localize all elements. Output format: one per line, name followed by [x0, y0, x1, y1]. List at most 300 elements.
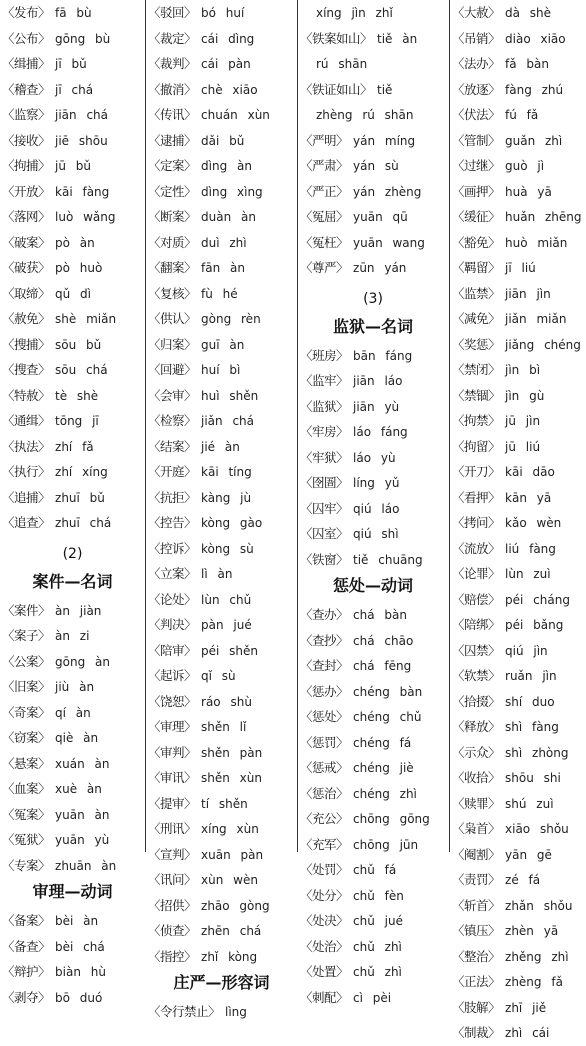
entry-word: 〈窃案〉 [2, 730, 51, 745]
entry-word: 〈定案〉 [148, 158, 197, 173]
section-heading: 审理—动词 [32, 882, 113, 901]
entry-row [2, 934, 143, 960]
entry-pinyin: xíng jìn zhǐ [316, 6, 393, 20]
entry-row [148, 77, 295, 103]
entry-pinyin: fā bù [55, 6, 92, 20]
entry-word: 〈奖惩〉 [452, 336, 501, 352]
entry-pinyin: fú fǎ [505, 108, 539, 122]
entry-row [452, 842, 586, 868]
entry-word: 〈取缔〉 [2, 285, 51, 301]
entry-pinyin: shì fàng [505, 720, 559, 734]
entry-row [2, 255, 143, 281]
entry-pinyin: cái pàn [201, 57, 251, 71]
entry-pinyin: jiǎng chéng [505, 337, 581, 352]
entry-pinyin: zhǐ kòng [201, 949, 258, 964]
entry-pinyin: tiě chuāng [353, 552, 423, 567]
entry-row [2, 776, 143, 802]
entry-row [2, 77, 143, 103]
entry-word: 〈处罚〉 [300, 862, 349, 877]
entry-row [300, 547, 446, 573]
entry-pinyin: qiè àn [55, 731, 99, 745]
entry-word: 〈特赦〉 [2, 387, 51, 403]
entry-row [300, 730, 446, 756]
entry-row [2, 751, 143, 777]
entry-row [2, 230, 143, 256]
entry-word: 〈冤狱〉 [2, 832, 51, 847]
entry-pinyin: chǔ zhì [353, 939, 402, 954]
entry-word: 〈法办〉 [452, 56, 501, 71]
entry-word: 〈镇压〉 [452, 923, 501, 938]
entry-row [2, 179, 143, 205]
entry-word: 〈会审〉 [148, 387, 197, 403]
entry-word: 〈控诉〉 [148, 540, 197, 556]
entry-row [452, 26, 586, 52]
entry-word: 〈处决〉 [300, 913, 349, 928]
entry-word: 〈冤屈〉 [300, 209, 349, 224]
entry-pinyin: jū jìn [505, 414, 541, 428]
entry-word: 〈悬案〉 [2, 755, 51, 771]
entry-word: 〈抗拒〉 [148, 489, 197, 505]
section-heading: 监狱—名词 [332, 316, 413, 336]
entry-word: 〈指控〉 [148, 948, 197, 964]
entry-row [2, 26, 143, 52]
entry-row [148, 383, 295, 409]
entry-row [452, 867, 586, 893]
entry-row [2, 102, 143, 128]
entry-pinyin: péi cháng [505, 592, 570, 607]
entry-word: 〈伏法〉 [452, 107, 501, 122]
entry-pinyin: kāi tíng [201, 465, 252, 479]
entry-word: 〈阉割〉 [452, 846, 501, 862]
entry-word: 〈备案〉 [2, 913, 51, 928]
entry-row [148, 102, 295, 128]
entry-row [452, 179, 586, 205]
entry-row [148, 944, 295, 970]
entry-row [300, 883, 446, 909]
entry-pinyin: xiāo shǒu [505, 822, 569, 836]
entry-pinyin: dà shè [505, 6, 552, 20]
entry-word: 〈严肃〉 [300, 158, 349, 173]
entry-word: 〈正法〉 [452, 974, 501, 989]
entry-pinyin: jī chá [55, 82, 94, 97]
entry-row [2, 674, 143, 700]
entry-word: 〈赎罪〉 [452, 795, 501, 811]
entry-row [148, 791, 295, 817]
entry-pinyin: bō duó [55, 990, 103, 1005]
entry-row [452, 255, 586, 281]
entry-pinyin: gōng bù [55, 31, 111, 46]
entry-word: 〈翻案〉 [148, 260, 197, 275]
entry-row [148, 459, 295, 485]
entry-pinyin: qí àn [55, 705, 91, 720]
entry-row [148, 485, 295, 511]
entry-row [2, 725, 143, 751]
entry-pinyin: chǔ fèn [353, 888, 404, 903]
entry-pinyin: láo yù [353, 450, 396, 465]
entry-word: 〈赔偿〉 [452, 591, 501, 607]
entry-row [452, 689, 586, 715]
entry-pinyin: chéng bàn [353, 684, 423, 699]
entry-pinyin: guò jì [505, 159, 545, 173]
entry-pinyin: tí shěn [201, 796, 248, 811]
entry-word: 〈监禁〉 [452, 285, 501, 301]
entry-row [452, 663, 586, 689]
entry-row [452, 1020, 586, 1046]
entry-pinyin: yuān qū [353, 210, 408, 224]
entry-word: 〈囚牢〉 [300, 500, 349, 516]
entry-row [148, 357, 295, 383]
entry-row [452, 0, 586, 26]
entry-pinyin: cái dìng [201, 31, 255, 46]
entry-word: 〈禁锢〉 [452, 387, 501, 403]
entry-word: 〈拷问〉 [452, 515, 501, 530]
entry-pinyin: zhī jiě [505, 1000, 547, 1015]
entry-word: 〈复核〉 [148, 285, 197, 301]
entry-word: 〈软禁〉 [452, 668, 501, 683]
entry-word: 〈起诉〉 [148, 668, 197, 683]
entry-word: 〈严正〉 [300, 183, 349, 199]
entry-row [452, 485, 586, 511]
entry-row [148, 842, 295, 868]
entry-word: 〈裁判〉 [148, 56, 197, 71]
entry-word: 〈公布〉 [2, 30, 51, 46]
entry-pinyin: shè miǎn [55, 312, 117, 326]
entry-pinyin: zhèn yā [505, 924, 559, 938]
entry-pinyin: jiān yù [353, 399, 400, 414]
entry-row [452, 612, 586, 638]
entry-row [2, 332, 143, 358]
entry-row [452, 332, 586, 358]
entry-word: 〈充军〉 [300, 836, 349, 852]
entry-word: 〈铁案如山〉 [300, 30, 373, 46]
entry-word: 〈开放〉 [2, 183, 51, 199]
entry-pinyin-continuation [300, 0, 446, 26]
entry-row [452, 740, 586, 766]
entry-pinyin: jié àn [201, 439, 240, 454]
entry-word: 〈拘留〉 [452, 438, 501, 454]
entry-row [300, 445, 446, 471]
entry-pinyin: zhēn chá [201, 924, 262, 938]
entry-row [452, 383, 586, 409]
entry-row [300, 857, 446, 883]
entry-row [452, 918, 586, 944]
entry-row [452, 765, 586, 791]
entry-word: 〈刺配〉 [300, 989, 349, 1005]
entry-row [300, 908, 446, 934]
entry-row [300, 934, 446, 960]
entry-pinyin: chéng chǔ [353, 710, 422, 724]
entry-word: 〈豁免〉 [452, 234, 501, 250]
entry-pinyin: àn zi [55, 629, 90, 643]
entry-pinyin: xuān pàn [201, 847, 264, 862]
entry-pinyin: guǎn zhì [505, 133, 563, 148]
entry-pinyin: luò wǎng [55, 210, 116, 224]
entry-row [148, 179, 295, 205]
entry-row [2, 485, 143, 511]
entry-row [2, 649, 143, 675]
entry-word: 〈放逐〉 [452, 81, 501, 97]
entry-pinyin: shú zuì [505, 796, 554, 811]
entry-word: 〈专案〉 [2, 857, 51, 873]
entry-row [148, 510, 295, 536]
entry-pinyin: kòng gào [201, 516, 263, 530]
entry-pinyin: shěn lǐ [201, 720, 247, 734]
entry-pinyin: zé fá [505, 873, 541, 887]
entry-word: 〈辩护〉 [2, 964, 51, 979]
entry-word: 〈逮捕〉 [148, 132, 197, 148]
entry-pinyin: yuān yù [55, 833, 110, 847]
entry-pinyin: chōng gōng [353, 812, 430, 826]
entry-word: 〈查封〉 [300, 658, 349, 673]
entry-row [300, 806, 446, 832]
entry-row [452, 944, 586, 970]
entry-row [300, 204, 446, 230]
entry-pinyin: jiē shōu [55, 133, 108, 148]
entry-pinyin: jī liú [505, 261, 536, 275]
entry-word: 〈惩治〉 [300, 785, 349, 801]
entry-word: 〈过继〉 [452, 158, 501, 173]
entry-row [2, 204, 143, 230]
entry-pinyin: àn jiàn [55, 603, 102, 618]
entry-pinyin: jiù àn [55, 680, 95, 694]
entry-row [300, 470, 446, 496]
entry-row [148, 306, 295, 332]
entry-pinyin: shí duo [505, 694, 555, 709]
entry-row [148, 561, 295, 587]
entry-row [148, 663, 295, 689]
entry-word: 〈牢房〉 [300, 424, 349, 439]
entry-word: 〈开庭〉 [148, 464, 197, 479]
entry-row [300, 77, 446, 103]
entry-word: 〈公案〉 [2, 653, 51, 669]
entry-word: 〈奇案〉 [2, 704, 51, 720]
entry-word: 〈处治〉 [300, 938, 349, 954]
entry-pinyin: zhāo gòng [201, 898, 270, 913]
entry-word: 〈宣判〉 [148, 846, 197, 862]
entry-pinyin: sōu chá [55, 363, 108, 377]
entry-word: 〈发布〉 [2, 5, 51, 20]
entry-word: 〈血案〉 [2, 781, 51, 796]
entry-word: 〈减免〉 [452, 311, 501, 326]
entry-word: 〈惩办〉 [300, 683, 349, 699]
column-4 [452, 0, 586, 1040]
section-number: (3) [363, 290, 383, 307]
entry-row [300, 26, 446, 52]
entry-pinyin: kān yā [505, 490, 552, 505]
entry-row [452, 969, 586, 995]
entry-row [148, 740, 295, 766]
entry-row [452, 102, 586, 128]
entry-word: 〈审判〉 [148, 744, 197, 760]
entry-word: 〈对质〉 [148, 234, 197, 250]
entry-row [452, 204, 586, 230]
entry-pinyin: lìng [225, 1005, 247, 1019]
entry-pinyin: jū liú [505, 439, 541, 454]
entry-pinyin: sōu bǔ [55, 337, 102, 352]
entry-word: 〈冤案〉 [2, 806, 51, 822]
entry-word: 〈严明〉 [300, 132, 349, 148]
entry-pinyin: yuān àn [55, 807, 110, 822]
entry-pinyin: yuān wang [353, 235, 425, 250]
entry-row [148, 204, 295, 230]
entry-row [2, 153, 143, 179]
entry-row [148, 408, 295, 434]
entry-word: 〈裁定〉 [148, 30, 197, 46]
entry-row [2, 0, 143, 26]
entry-pinyin: ruǎn jìn [505, 669, 557, 683]
entry-pinyin: zhuī bǔ [55, 490, 105, 505]
entry-word: 〈整治〉 [452, 948, 501, 964]
entry-word: 〈拘捕〉 [2, 158, 51, 173]
entry-pinyin: gōng àn [55, 654, 110, 669]
entry-pinyin: bó huí [201, 6, 245, 20]
entry-row [2, 128, 143, 154]
entry-word: 〈囹圄〉 [300, 475, 349, 490]
entry-pinyin: chǔ jué [353, 914, 403, 928]
entry-word: 〈释放〉 [452, 719, 501, 734]
entry-word: 〈拘禁〉 [452, 413, 501, 428]
entry-pinyin: xuè àn [55, 782, 102, 796]
entry-pinyin: zhí xíng [55, 465, 108, 479]
entry-word: 〈驳回〉 [148, 5, 197, 20]
entry-word: 〈开刀〉 [452, 464, 501, 479]
entry-row [452, 638, 586, 664]
entry-word: 〈审讯〉 [148, 770, 197, 785]
entry-pinyin: chéng fá [353, 735, 412, 750]
entry-pinyin: zūn yán [353, 261, 407, 275]
entry-pinyin: huì shěn [201, 388, 259, 403]
entry-row [2, 408, 143, 434]
entry-word: 〈破获〉 [2, 260, 51, 275]
entry-word: 〈惩处〉 [300, 709, 349, 724]
entry-row [452, 434, 586, 460]
entry-pinyin: huǎn zhēng [505, 210, 582, 224]
entry-pinyin: ráo shù [201, 694, 252, 709]
entry-word: 〈监牢〉 [300, 373, 349, 388]
entry-word: 〈执行〉 [2, 464, 51, 479]
entry-pinyin: dǎi bǔ [201, 133, 245, 148]
entry-pinyin: cì pèi [353, 990, 392, 1005]
entry-row [452, 561, 586, 587]
entry-word: 〈处置〉 [300, 964, 349, 979]
entry-pinyin: liú fàng [505, 541, 556, 556]
entry-word: 〈搜查〉 [2, 362, 51, 377]
entry-word: 〈陪绑〉 [452, 617, 501, 632]
entry-word: 〈肢解〉 [452, 999, 501, 1015]
entry-pinyin: líng yǔ [353, 476, 400, 490]
entry-row [452, 587, 586, 613]
entry-row [2, 306, 143, 332]
entry-row [2, 357, 143, 383]
entry-word: 〈接收〉 [2, 132, 51, 148]
entry-row [300, 704, 446, 730]
entry-pinyin: bèi chá [55, 939, 105, 954]
column-divider [145, 0, 146, 852]
entry-word: 〈查抄〉 [300, 632, 349, 648]
column-3 [300, 0, 446, 1005]
entry-row [2, 827, 143, 853]
entry-pinyin: chuán xùn [201, 108, 270, 122]
entry-row [300, 230, 446, 256]
entry-pinyin: bèi àn [55, 914, 99, 928]
entry-word: 〈供认〉 [148, 311, 197, 326]
column-divider [297, 0, 298, 852]
entry-word: 〈旧案〉 [2, 679, 51, 694]
entry-word: 〈饶恕〉 [148, 693, 197, 709]
entry-word: 〈惩罚〉 [300, 734, 349, 750]
entry-word: 〈羁留〉 [452, 260, 501, 275]
section-heading: 惩处—动词 [332, 576, 413, 595]
entry-pinyin: chéng zhì [353, 786, 417, 801]
entry-pinyin: fù hé [201, 286, 238, 301]
entry-row [2, 623, 143, 649]
entry-row [2, 908, 143, 934]
entry-pinyin: duì zhì [201, 235, 247, 250]
entry-word: 〈尊严〉 [300, 260, 349, 275]
entry-row [300, 343, 446, 369]
entry-row [452, 714, 586, 740]
entry-pinyin: fàng zhú [505, 82, 564, 97]
entry-word: 〈惩戒〉 [300, 760, 349, 775]
entry-pinyin: kāi dāo [505, 465, 555, 479]
entry-row [148, 999, 295, 1025]
entry-row [452, 281, 586, 307]
entry-row [2, 802, 143, 828]
entry-pinyin: yān gē [505, 847, 552, 862]
entry-row [452, 536, 586, 562]
entry-word: 〈吊销〉 [452, 30, 501, 46]
entry-word: 〈管制〉 [452, 132, 501, 148]
entry-pinyin: chá fēng [353, 659, 412, 673]
entry-word: 〈定性〉 [148, 183, 197, 199]
entry-pinyin: lùn chǔ [201, 592, 252, 607]
entry-word: 〈牢狱〉 [300, 449, 349, 465]
entry-row [452, 510, 586, 536]
entry-pinyin: zhì cái [505, 1026, 550, 1040]
entry-pinyin: xíng xùn [201, 822, 259, 836]
entry-word: 〈流放〉 [452, 540, 501, 556]
entry-pinyin: zhuī chá [55, 516, 112, 530]
entry-word: 〈画押〉 [452, 183, 501, 199]
entry-row [148, 230, 295, 256]
entry-word: 〈论处〉 [148, 591, 197, 607]
entry-pinyin: zhěng zhì [505, 949, 569, 964]
entry-pinyin: jiǎn miǎn [505, 312, 567, 326]
entry-pinyin: jiǎn chá [201, 414, 255, 428]
entry-row [452, 459, 586, 485]
entry-word: 〈通缉〉 [2, 413, 51, 428]
entry-pinyin: biàn hù [55, 965, 106, 979]
entry-row [452, 51, 586, 77]
entry-row [300, 602, 446, 628]
entry-row [300, 832, 446, 858]
entry-word: 〈落网〉 [2, 209, 51, 224]
entry-word: 〈搜捕〉 [2, 336, 51, 352]
entry-word: 〈监狱〉 [300, 398, 349, 414]
entry-pinyin-continuation [300, 51, 446, 77]
entry-pinyin: qiú láo [353, 501, 400, 516]
entry-word: 〈斩首〉 [452, 897, 501, 913]
entry-row [2, 434, 143, 460]
column-2 [148, 0, 295, 1019]
entry-row [148, 128, 295, 154]
entry-pinyin: lì àn [201, 567, 233, 581]
entry-row [452, 77, 586, 103]
entry-row [148, 255, 295, 281]
entry-row [148, 638, 295, 664]
entry-row [2, 598, 143, 624]
entry-word: 〈破案〉 [2, 234, 51, 250]
